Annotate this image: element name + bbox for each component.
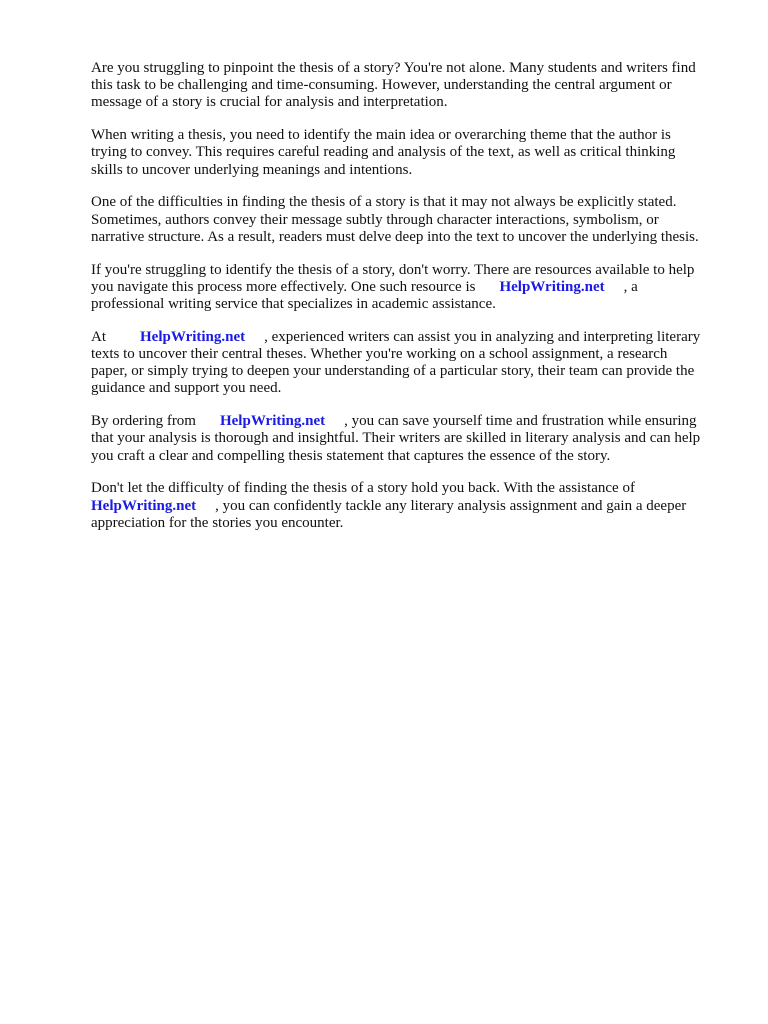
helpwriting-link[interactable]: HelpWriting.net xyxy=(499,278,605,295)
helpwriting-link[interactable]: HelpWriting.net xyxy=(91,497,197,514)
paragraph-experienced-text-before: At xyxy=(91,328,106,345)
paragraph-ordering-text-after: , you can save yourself time and frustration while ensuring that your analysis is thorough and insightful. Their writers are skilled in literary analysis and can help you craft a clear and compelling thesis statement that captures the essence of the story. xyxy=(91,413,701,464)
paragraph-ordering-text-before: By ordering from xyxy=(91,413,196,430)
helpwriting-link[interactable]: HelpWriting.net xyxy=(219,413,326,430)
paragraph-experienced-text-after: , experienced writers can assist you in analyzing and interpreting literary texts to uncover their central theses. Whether you're working on a school assignment, a research paper, or simply trying to deepen your understanding of a particular story, their team can provide the guidance and support you need. xyxy=(91,328,701,397)
paragraph-writing-thesis: When writing a thesis, you need to identify the main idea or overarching theme that the author is trying to convey. This requires careful reading and analysis of the text, as well as critical thinking skills to uncover underlying meanings and intentions. xyxy=(91,127,676,178)
paragraph-ordering xyxy=(91,413,731,465)
paragraph-experienced-writers xyxy=(91,329,731,398)
paragraph-resource-text-after: , a professional writing service that specializes in academic assistance. xyxy=(91,278,638,313)
helpwriting-link[interactable]: HelpWriting.net xyxy=(140,328,246,345)
paragraph-resource-text-before: If you're struggling to identify the thesis of a story, don't worry. There are resources available to help you navigate this process more effectively. One such resource is xyxy=(91,261,695,295)
document-body xyxy=(91,60,731,548)
paragraph-resource xyxy=(91,262,731,314)
paragraph-difficulties: One of the difficulties in finding the thesis of a story is that it may not always be explicitly stated. Sometimes, authors convey their message subtly through character interactions, symbolism, or narrative structure. As a result, readers must delve deep into the text to uncover the underlying thesis. xyxy=(91,194,699,245)
paragraph-conclusion xyxy=(91,480,731,532)
paragraph-conclusion-text-before: Don't let the difficulty of finding the thesis of a story hold you back. With the assistance of xyxy=(91,480,635,497)
paragraph-intro: Are you struggling to pinpoint the thesis of a story? You're not alone. Many students and writers find this task to be challenging and time-consuming. However, understanding the central argument or message of a story is crucial for analysis and interpretation. xyxy=(91,60,696,111)
paragraph-conclusion-text-after: , you can confidently tackle any literary analysis assignment and gain a deeper appreciation for the stories you encounter. xyxy=(91,497,687,531)
